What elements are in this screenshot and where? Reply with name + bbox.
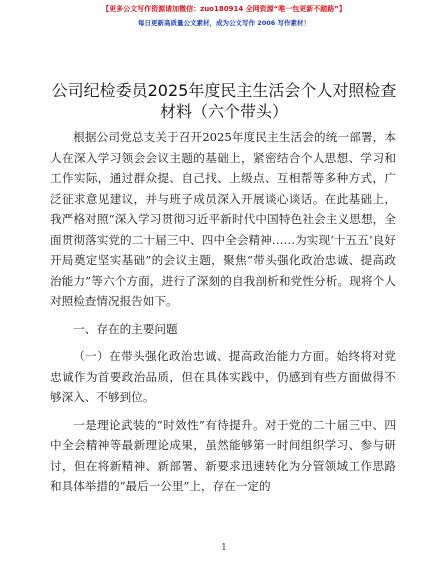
promo-banner [0,4,448,28]
promo-banner-line-2: 每日更新高质量公文素材，成为公文写作 2006 写作素材！ [137,19,311,27]
paragraph-theory-timeliness: 一是理论武装的“时效性”有待提升。对于党的二十届三中、四中全会精神等最新理论成果，虽然能够第一时间组织学习、参与研讨，但在将新精神、新部署、新要求迅速转化为分管领域工作思路和具体举措的“最后一公里”上，存在一定的 [50,417,396,493]
paragraph-intro: 根据公司党总支关于召开2025年度民主生活会的统一部署，本人在深入学习领会会议主题的基础上，紧密结合个人思想、学习和工作实际，通过群众提、自己找、上级点、互相帮等多种方式，广泛征求意见建议，并与班子成员深入开展谈心谈话。在此基础上，我严格对照“深入学习贯彻习近平新时代中国特色社会主义思想，全面贯彻落实党的二十届三中、四中全会精神……为实现‘十五五’良好开局奠定坚实基础”的会议主题，聚焦“带头强化政治忠诚、提高政治能力”等六个方面，进行了深刻的自我剖析和党性分析。现将个人对照检查情况报告如下。 [50,130,396,308]
promo-banner-line-1: 【更多公文写作资源请加微信：zuo180914 全网资源“唯一包更新不踏路”】 [102,5,346,13]
page-number: 1 [221,543,227,553]
paragraph-political-loyalty: （一）在带头强化政治忠诚、提高政治能力方面。始终将对党忠诚作为首要政治品质，但在具体实践中，仍感到有些方面做得不够深入、不够到位。 [50,349,396,404]
section-heading-problems: 一、存在的主要问题 [73,321,178,336]
document-body [50,127,396,497]
document-title: 公司纪检委员2025年度民主生活会个人对照检查材料（六个带头） [51,81,397,121]
